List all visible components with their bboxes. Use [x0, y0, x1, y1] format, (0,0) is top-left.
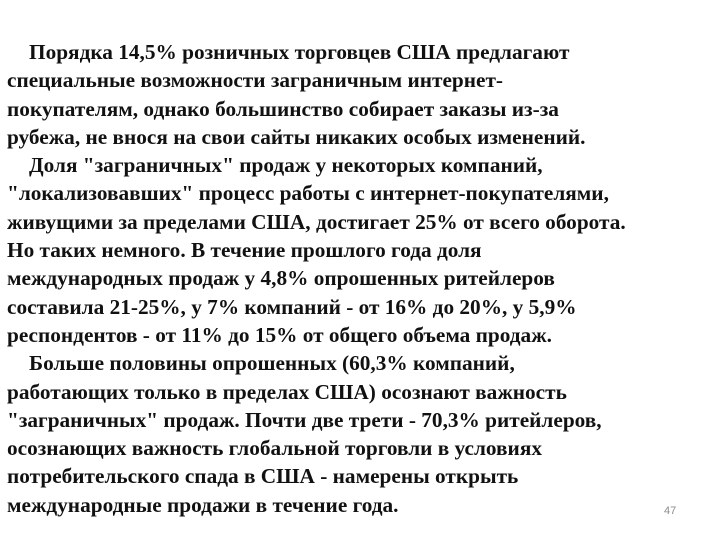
- text-line: международные продажи в течение года.: [7, 492, 399, 517]
- text-line: покупателям, однако большинство собирает заказы из-за: [7, 96, 559, 121]
- text-line: респондентов - от 11% до 15% от общего объема продаж.: [7, 322, 552, 347]
- text-line: Доля "заграничных" продаж у некоторых компаний,: [29, 153, 543, 178]
- text-line: рубежа, не внося на свои сайты никаких особых изменений.: [7, 124, 586, 149]
- text-line: Больше половины опрошенных (60,3% компаний,: [29, 351, 515, 376]
- text-line: потребительского спада в США - намерены открыть: [7, 464, 519, 489]
- text-line: "заграничных" продаж. Почти две трети - 70,3% ритейлеров,: [7, 407, 602, 432]
- text-line: работающих только в пределах США) осознают важность: [7, 379, 567, 404]
- text-line: осознающих важность глобальной торговли в условиях: [7, 436, 542, 461]
- text-line: Порядка 14,5% розничных торговцев США предлагают: [29, 40, 570, 64]
- text-line: "локализовавших" процесс работы с интернет-покупателями,: [7, 181, 609, 206]
- text-line: Но таких немного. В течение прошлого года доля: [7, 238, 482, 263]
- text-line: живущими за пределами США, достигает 25% от всего оборота.: [7, 209, 626, 234]
- body-text: [7, 38, 719, 519]
- page-number: 47: [664, 505, 677, 517]
- text-line: составила 21-25%, у 7% компаний - от 16% до 20%, у 5,9%: [7, 294, 577, 319]
- text-line: международных продаж у 4,8% опрошенных ритейлеров: [7, 266, 555, 291]
- text-line: специальные возможности заграничным интернет-: [7, 68, 504, 93]
